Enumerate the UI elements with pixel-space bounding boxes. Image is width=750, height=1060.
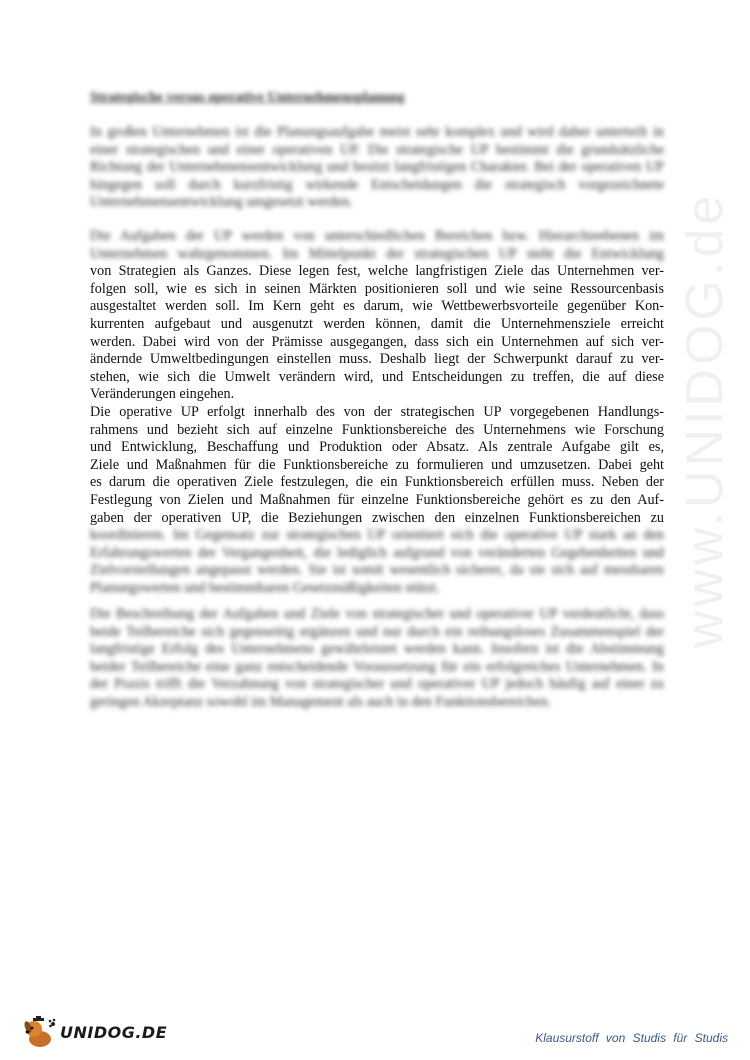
- paragraph-2-line: von Strategien als Ganzes. Diese legen fest, welche langfristigen Ziele das Unternehmen ver-: [90, 263, 664, 280]
- paragraph-3-line: es darum die operativen Ziele festzulegen, die ein Funktionsbereich erfüllen muss. Neben der: [90, 474, 664, 491]
- watermark: www.UNIDOG.de: [676, 191, 734, 649]
- dog-mascot-icon: [20, 1015, 58, 1049]
- paragraph-2-line: werden. Dabei wird von der Prämisse ausgegangen, dass sich ein Unternehmen auf sich ver-: [90, 333, 664, 350]
- paragraph-3-line: und Entwicklung, Beschaffung und Produktion oder Absatz. Als zentrale Aufgabe gilt es,: [90, 439, 664, 456]
- paragraph-3-line: rahmens und bezieht sich auf einzelne Funktionsbereiche des Unternehmens wie Forschung: [90, 421, 664, 438]
- paragraph-3-line: Die operative UP erfolgt innerhalb des von der strategischen UP vorgegebenen Handlungs-: [90, 404, 664, 420]
- paragraph-2-line: Veränderungen eingehen.: [90, 386, 235, 403]
- paragraph-2-line: folgen soll, wie es sich in seinen Märkten positionieren soll und wie seine Ressourcenbasis: [90, 280, 664, 297]
- unidog-logo[interactable]: [20, 1015, 167, 1049]
- paragraph-3-line: gaben der operativen UP, die Beziehungen zwischen den einzelnen Funktionsbereichen zu: [90, 509, 664, 526]
- paragraph-3-blurred: koordinieren. Im Gegensatz zur strategischen UP orientiert sich die operative UP stark an den Erfahrungswerten der Vergangenheit, die lediglich aufgrund von veränderten Gegebenheiten und Zielvorstellungen angepasst werden. Sie ist somit wesentlich sicherer, da sie sich auf messbaren Planungswerten und bestimmbaren Gesetzmäßigkeiten stützt.: [90, 527, 664, 596]
- paragraph-2-blurred-line: Die Aufgaben der UP werden von unterschiedlichen Bereichen bzw. Hierarchieebenen im: [90, 228, 664, 244]
- paragraph-2-line: ausgestaltet werden soll. Im Kern geht es darum, wie Wettbewerbsvorteile gegenüber Kon-: [90, 298, 664, 315]
- paragraph-2-blurred-line: Unternehmen wahrgenommen. Im Mittelpunkt der strategischen UP steht die Entwicklung: [90, 245, 664, 262]
- paragraph-3-line: Ziele und Maßnahmen für die Funktionsbereiche zu formulieren und umzusetzen. Dabei geht: [90, 456, 664, 473]
- footer-tagline: Klausurstoff von Studis für Studis: [535, 1031, 728, 1045]
- paragraph-2-line: ändernde Umweltbedingungen einstellen muss. Deshalb liegt der Schwerpunkt darauf zu ver-: [90, 351, 664, 368]
- document-title: Strategische versus operative Unternehmensplanung: [90, 90, 405, 105]
- paragraph-2-line: stehen, wie sich die Umwelt verändern wird, und Entscheidungen zu treffen, die auf diese: [90, 368, 664, 385]
- paragraph-1: In großen Unternehmen ist die Planungsaufgabe meist sehr komplex und wird daher unterteilt in einer strategischen und einer operativen UP. Die strategische UP bestimmt die grundsätzliche Richtung der Unternehmensentwicklung und besitzt langfristigen Charakter. Bei der operativen UP hingegen soll durch kurzfristig wirkende Entscheidungen die strategisch vorgezeichnete Unternehmensentwicklung umgesetzt werden.: [90, 124, 664, 211]
- paragraph-4: Die Beschreibung der Aufgaben und Ziele von strategischer und operativer UP verdeutlicht, dass beide Teilbereiche sich gegenseitig ergänzen und nur durch ein reibungsloses Zusammenspiel der langfristige Erfolg des Unternehmens gewährleistet werden kann. Insofern ist die Abstimmung beider Teilbereiche eine ganz entscheidende Voraussetzung für ein erfolgreiches Unternehmen. In der Praxis trifft die Verzahnung von strategischer und operativer UP jedoch häufig auf einer zu geringen Akzeptanz sowohl im Management als auch in den Funktionsbereichen.: [90, 606, 664, 710]
- paragraph-3-line: Festlegung von Zielen und Maßnahmen für einzelne Funktionsbereiche gehört es zu den Auf-: [90, 491, 664, 508]
- paragraph-2-line: kurrenten aufgebaut und ausgenutzt werden können, damit die Unternehmensziele erreicht: [90, 315, 664, 332]
- logo-text: UNIDOG.DE: [60, 1022, 168, 1042]
- paragraph-2: [90, 228, 664, 404]
- paragraph-3: [90, 404, 664, 598]
